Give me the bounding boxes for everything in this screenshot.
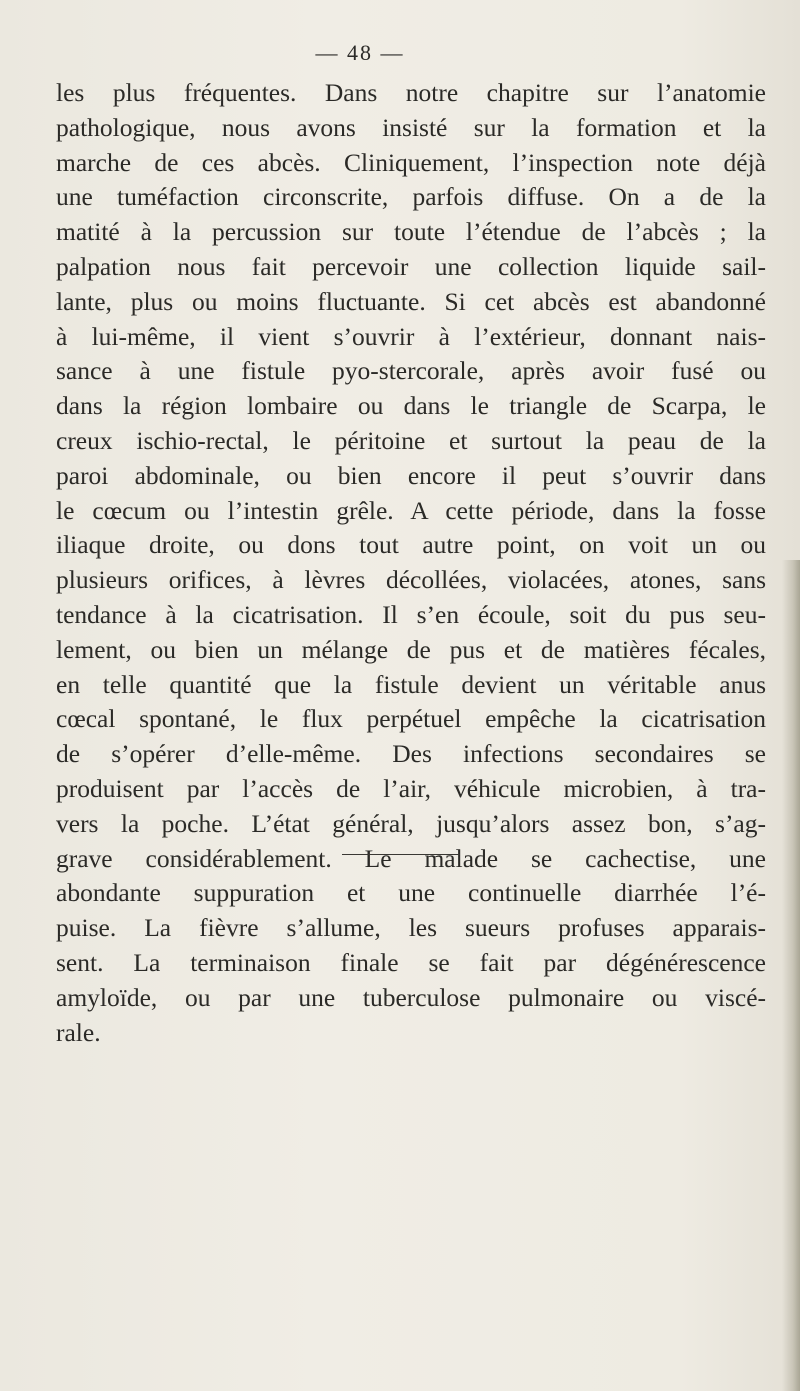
text-line: iliaque droite, ou dons tout autre point, on voit un ou [56, 530, 766, 560]
text-line: palpation nous fait percevoir une collection liquide sail- [56, 251, 766, 281]
text-line: grave considérablement. Le malade se cachectise, une [56, 843, 766, 873]
text-line: paroi abdominale, ou bien encore il peut s’ouvrir dans [56, 460, 766, 490]
body-paragraph [56, 76, 766, 1050]
text-line: produisent par l’accès de l’air, véhicule microbien, à tra- [56, 773, 766, 803]
text-line: de s’opérer d’elle-même. Des infections secondaires se [56, 739, 766, 769]
text-line: abondante suppuration et une continuelle diarrhée l’é- [56, 878, 766, 908]
text-line: puise. La fièvre s’allume, les sueurs profuses apparais- [56, 913, 766, 943]
text-line: marche de ces abcès. Cliniquement, l’inspection note déjà [56, 147, 766, 177]
text-line: le cœcum ou l’intestin grêle. A cette période, dans la fosse [56, 495, 766, 525]
text-line: creux ischio-rectal, le péritoine et surtout la peau de la [56, 425, 766, 455]
text-line: une tuméfaction circonscrite, parfois diffuse. On a de la [56, 182, 766, 212]
page-edge-shadow [782, 560, 800, 1391]
text-line: rale. [56, 1017, 101, 1047]
text-line: les plus fréquentes. Dans notre chapitre sur l’anatomie [56, 78, 766, 107]
text-line: amyloïde, ou par une tuberculose pulmonaire ou viscé- [56, 982, 766, 1012]
text-line: sent. La terminaison finale se fait par dégénérescence [56, 947, 766, 977]
text-line: pathologique, nous avons insisté sur la formation et la [56, 112, 766, 142]
text-line: lante, plus ou moins fluctuante. Si cet abcès est abandonné [56, 286, 766, 316]
section-divider-rule [342, 854, 460, 855]
page-number: — 48 — [315, 40, 405, 65]
text-line: plusieurs orifices, à lèvres décollées, violacées, atones, sans [56, 565, 766, 595]
text-line: matité à la percussion sur toute l’étendue de l’abcès ; la [56, 217, 766, 247]
text-line: à lui-même, il vient s’ouvrir à l’extérieur, donnant nais- [56, 321, 766, 351]
text-line: dans la région lombaire ou dans le triangle de Scarpa, le [56, 391, 766, 421]
text-line: vers la poche. L’état général, jusqu’alors assez bon, s’ag- [56, 808, 766, 838]
text-line: cœcal spontané, le flux perpétuel empêche la cicatrisation [56, 704, 766, 734]
text-line: lement, ou bien un mélange de pus et de matières fécales, [56, 634, 766, 664]
text-line: tendance à la cicatrisation. Il s’en écoule, soit du pus seu- [56, 599, 766, 629]
text-line: en telle quantité que la fistule devient un véritable anus [56, 669, 766, 699]
text-line: sance à une fistule pyo-stercorale, après avoir fusé ou [56, 356, 766, 386]
